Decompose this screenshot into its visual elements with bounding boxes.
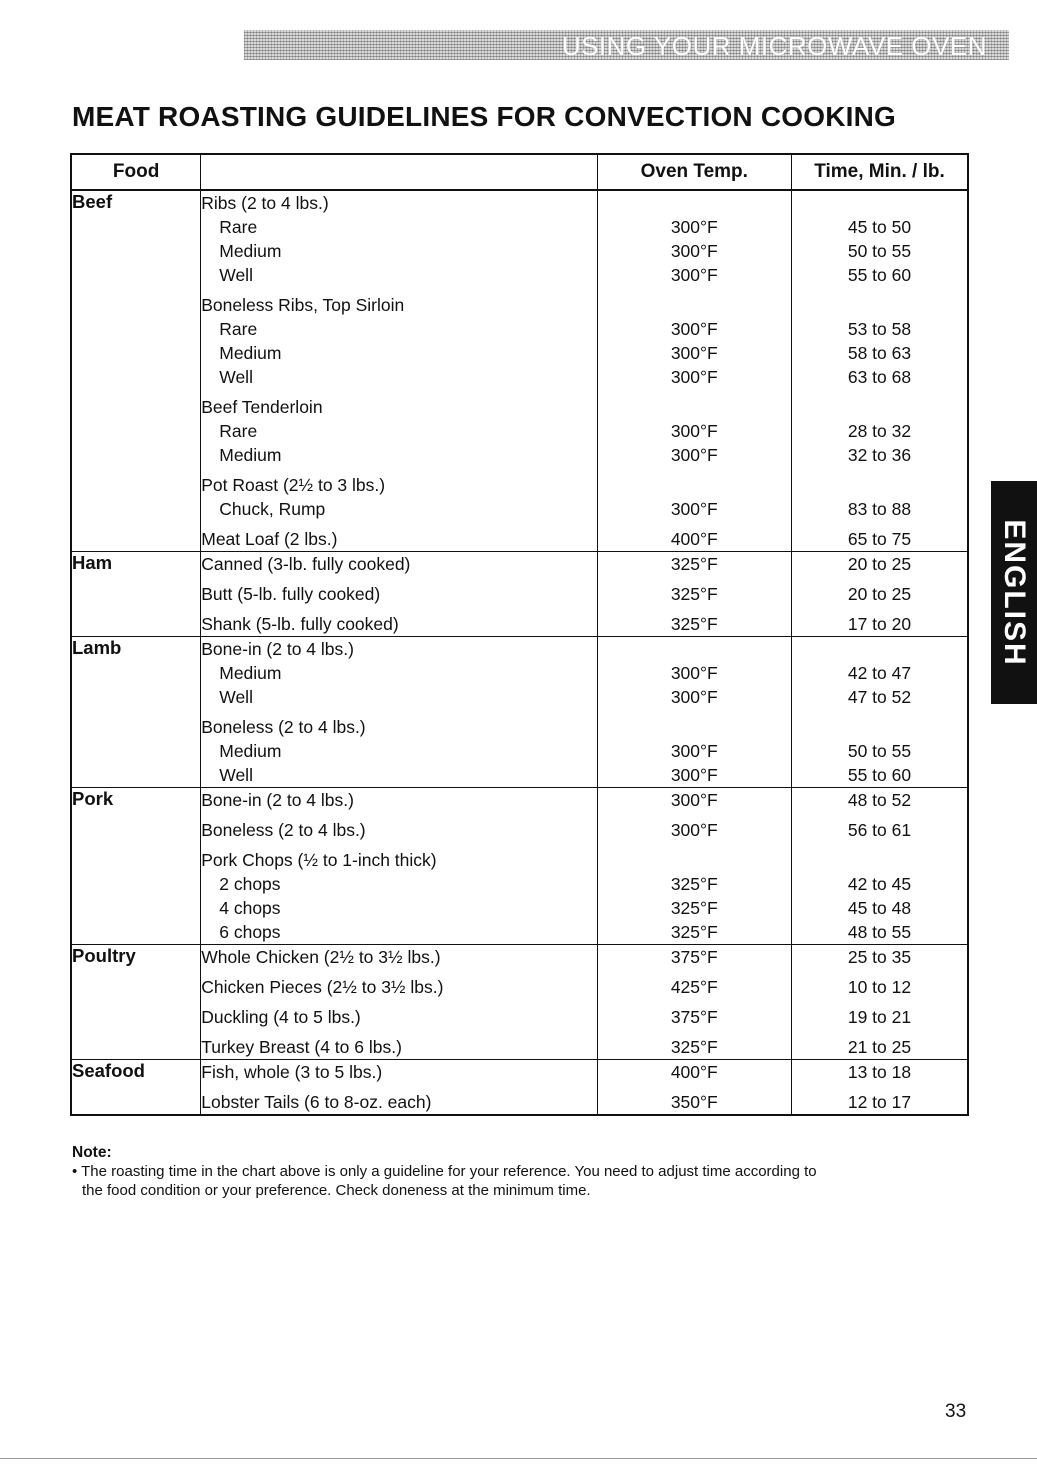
time-value bbox=[792, 637, 967, 661]
oven-temp-value: 300°F bbox=[670, 319, 718, 339]
oven-temp-value: 300°F bbox=[670, 499, 718, 519]
time-value bbox=[792, 848, 967, 872]
food-item: 2 chops bbox=[219, 874, 281, 894]
food-item: Beef Tenderloin bbox=[201, 397, 323, 417]
food-list bbox=[201, 637, 597, 788]
time-value: 12 to 17 bbox=[847, 1092, 912, 1112]
time-value: 32 to 36 bbox=[847, 445, 912, 465]
time-list bbox=[791, 1060, 968, 1116]
time-value: 45 to 48 bbox=[847, 898, 912, 918]
note-line-1: • The roasting time in the chart above is only a guideline for your reference. You need to adjust time according to bbox=[72, 1163, 817, 1180]
oven-temp-list bbox=[597, 637, 791, 788]
time-value bbox=[792, 293, 967, 317]
note-line-2: the food condition or your preference. Check doneness at the minimum time. bbox=[82, 1182, 591, 1199]
oven-temp-value: 300°F bbox=[670, 765, 718, 785]
food-item: Medium bbox=[219, 241, 282, 261]
table-group-pork bbox=[71, 788, 968, 945]
oven-temp-value: 300°F bbox=[670, 343, 718, 363]
time-value: 20 to 25 bbox=[847, 584, 912, 604]
oven-temp-value: 375°F bbox=[670, 947, 718, 967]
food-item: Canned (3-lb. fully cooked) bbox=[201, 554, 411, 574]
category-label: Ham bbox=[71, 552, 201, 637]
oven-temp-value bbox=[598, 191, 791, 215]
time-value: 42 to 47 bbox=[847, 663, 912, 683]
section-banner bbox=[244, 30, 1009, 60]
banner-title: USING YOUR MICROWAVE OVEN bbox=[561, 31, 987, 61]
food-item: Well bbox=[219, 265, 253, 285]
time-value: 50 to 55 bbox=[847, 741, 912, 761]
food-item: Duckling (4 to 5 lbs.) bbox=[201, 1007, 361, 1027]
time-value bbox=[792, 715, 967, 739]
time-value: 13 to 18 bbox=[847, 1062, 912, 1082]
food-item: 6 chops bbox=[219, 922, 281, 942]
time-value: 55 to 60 bbox=[847, 765, 912, 785]
time-value: 19 to 21 bbox=[847, 1007, 912, 1027]
oven-temp-list bbox=[597, 945, 791, 1060]
oven-temp-value: 325°F bbox=[670, 898, 718, 918]
oven-temp-value: 375°F bbox=[670, 1007, 718, 1027]
food-item: Lobster Tails (6 to 8-oz. each) bbox=[201, 1092, 432, 1112]
time-list bbox=[791, 788, 968, 945]
time-value: 48 to 55 bbox=[847, 922, 912, 942]
food-list bbox=[201, 788, 597, 945]
oven-temp-list bbox=[597, 190, 791, 552]
time-value: 42 to 45 bbox=[847, 874, 912, 894]
page-number: 33 bbox=[945, 1401, 967, 1422]
time-value: 45 to 50 bbox=[847, 217, 912, 237]
oven-temp-value: 300°F bbox=[670, 820, 718, 840]
food-item: Meat Loaf (2 lbs.) bbox=[201, 529, 338, 549]
food-item: Pork Chops (½ to 1-inch thick) bbox=[201, 850, 437, 870]
category-label: Beef bbox=[72, 191, 113, 212]
food-item: Well bbox=[219, 367, 253, 387]
oven-temp-value: 300°F bbox=[670, 741, 718, 761]
time-value: 50 to 55 bbox=[847, 241, 912, 261]
oven-temp-list bbox=[597, 1060, 791, 1116]
oven-temp-value: 350°F bbox=[670, 1092, 718, 1112]
side-tab-label: ENGLISH bbox=[998, 518, 1031, 667]
food-item: Well bbox=[219, 687, 253, 707]
food-item: Rare bbox=[219, 319, 258, 339]
oven-temp-value: 325°F bbox=[670, 1037, 718, 1057]
oven-temp-value bbox=[598, 395, 791, 419]
oven-temp-value: 425°F bbox=[670, 977, 718, 997]
time-value: 10 to 12 bbox=[847, 977, 912, 997]
time-value: 21 to 25 bbox=[847, 1037, 912, 1057]
food-item: Medium bbox=[219, 741, 282, 761]
oven-temp-value: 300°F bbox=[670, 663, 718, 683]
column-header-time: Time, Min. / lb. bbox=[791, 154, 968, 190]
table-group-lamb bbox=[71, 637, 968, 788]
table-group-ham bbox=[71, 552, 968, 637]
food-list bbox=[201, 1060, 597, 1116]
time-value bbox=[792, 395, 967, 419]
oven-temp-value: 400°F bbox=[670, 529, 718, 549]
food-item: Rare bbox=[219, 421, 258, 441]
food-list bbox=[201, 552, 597, 637]
food-item: Chuck, Rump bbox=[219, 499, 326, 519]
oven-temp-value: 300°F bbox=[670, 265, 718, 285]
food-item: Fish, whole (3 to 5 lbs.) bbox=[201, 1062, 383, 1082]
food-item: Whole Chicken (2½ to 3½ lbs.) bbox=[201, 947, 441, 967]
time-list bbox=[791, 637, 968, 788]
food-item: Boneless (2 to 4 lbs.) bbox=[201, 820, 366, 840]
time-list bbox=[791, 552, 968, 637]
table-header-row bbox=[71, 154, 968, 190]
table-row bbox=[71, 552, 968, 637]
oven-temp-value: 300°F bbox=[670, 790, 718, 810]
oven-temp-value: 325°F bbox=[670, 554, 718, 574]
food-item: Ribs (2 to 4 lbs.) bbox=[201, 193, 329, 213]
table-row bbox=[71, 190, 968, 552]
category-label: Poultry bbox=[71, 945, 201, 1060]
food-list bbox=[201, 945, 597, 1060]
table-group-beef bbox=[71, 190, 968, 552]
time-value: 48 to 52 bbox=[847, 790, 912, 810]
oven-temp-value: 325°F bbox=[670, 614, 718, 634]
oven-temp-value: 325°F bbox=[670, 874, 718, 894]
column-header-food: Food bbox=[71, 154, 201, 190]
oven-temp-value: 300°F bbox=[670, 687, 718, 707]
oven-temp-list bbox=[597, 788, 791, 945]
bottom-rule bbox=[0, 1458, 1037, 1459]
oven-temp-value bbox=[598, 473, 791, 497]
food-item: 4 chops bbox=[219, 898, 281, 918]
food-item: Rare bbox=[219, 217, 258, 237]
oven-temp-value: 300°F bbox=[670, 367, 718, 387]
time-value: 28 to 32 bbox=[847, 421, 912, 441]
time-value: 56 to 61 bbox=[847, 820, 912, 840]
column-header-item bbox=[201, 154, 597, 190]
time-value: 63 to 68 bbox=[847, 367, 912, 387]
food-item: Bone-in (2 to 4 lbs.) bbox=[201, 790, 354, 810]
note-section bbox=[72, 1143, 982, 1200]
oven-temp-list bbox=[597, 552, 791, 637]
time-value: 17 to 20 bbox=[847, 614, 912, 634]
oven-temp-value: 300°F bbox=[670, 445, 718, 465]
time-value: 47 to 52 bbox=[847, 687, 912, 707]
column-header-oven-temp: Oven Temp. bbox=[597, 154, 791, 190]
note-text bbox=[72, 1162, 982, 1200]
time-value bbox=[792, 191, 967, 215]
oven-temp-value bbox=[598, 848, 791, 872]
oven-temp-value bbox=[598, 293, 791, 317]
roasting-table bbox=[70, 153, 969, 1116]
category-label: Seafood bbox=[71, 1060, 201, 1116]
language-side-tab bbox=[991, 481, 1037, 704]
time-value: 25 to 35 bbox=[847, 947, 912, 967]
oven-temp-value: 400°F bbox=[670, 1062, 718, 1082]
oven-temp-value: 300°F bbox=[670, 421, 718, 441]
table-row bbox=[71, 1060, 968, 1116]
table-group-seafood bbox=[71, 1060, 968, 1116]
category-label: Pork bbox=[71, 788, 201, 945]
food-item: Turkey Breast (4 to 6 lbs.) bbox=[201, 1037, 402, 1057]
table-group-poultry bbox=[71, 945, 968, 1060]
category-label: Lamb bbox=[71, 637, 201, 788]
food-item: Boneless (2 to 4 lbs.) bbox=[201, 717, 366, 737]
oven-temp-value: 300°F bbox=[670, 241, 718, 261]
time-list bbox=[791, 190, 968, 552]
oven-temp-value bbox=[598, 715, 791, 739]
oven-temp-value bbox=[598, 637, 791, 661]
food-item: Well bbox=[219, 765, 253, 785]
time-value bbox=[792, 473, 967, 497]
oven-temp-value: 325°F bbox=[670, 922, 718, 942]
time-value: 83 to 88 bbox=[847, 499, 912, 519]
time-value: 65 to 75 bbox=[847, 529, 912, 549]
table-row bbox=[71, 945, 968, 1060]
time-value: 53 to 58 bbox=[847, 319, 912, 339]
food-item: Butt (5-lb. fully cooked) bbox=[201, 584, 381, 604]
time-value: 55 to 60 bbox=[847, 265, 912, 285]
time-list bbox=[791, 945, 968, 1060]
oven-temp-value: 300°F bbox=[670, 217, 718, 237]
food-item: Medium bbox=[219, 663, 282, 683]
table-row bbox=[71, 788, 968, 945]
food-item: Medium bbox=[219, 445, 282, 465]
food-item: Boneless Ribs, Top Sirloin bbox=[201, 295, 405, 315]
page-title: MEAT ROASTING GUIDELINES FOR CONVECTION COOKING bbox=[72, 101, 897, 132]
food-item: Shank (5-lb. fully cooked) bbox=[201, 614, 399, 634]
table-row bbox=[71, 637, 968, 788]
time-value: 20 to 25 bbox=[847, 554, 912, 574]
food-list bbox=[201, 190, 597, 552]
food-item: Bone-in (2 to 4 lbs.) bbox=[201, 639, 354, 659]
time-value: 58 to 63 bbox=[847, 343, 912, 363]
food-item: Pot Roast (2½ to 3 lbs.) bbox=[201, 475, 386, 495]
note-label: Note: bbox=[72, 1144, 112, 1161]
food-item: Medium bbox=[219, 343, 282, 363]
oven-temp-value: 325°F bbox=[670, 584, 718, 604]
food-item: Chicken Pieces (2½ to 3½ lbs.) bbox=[201, 977, 444, 997]
